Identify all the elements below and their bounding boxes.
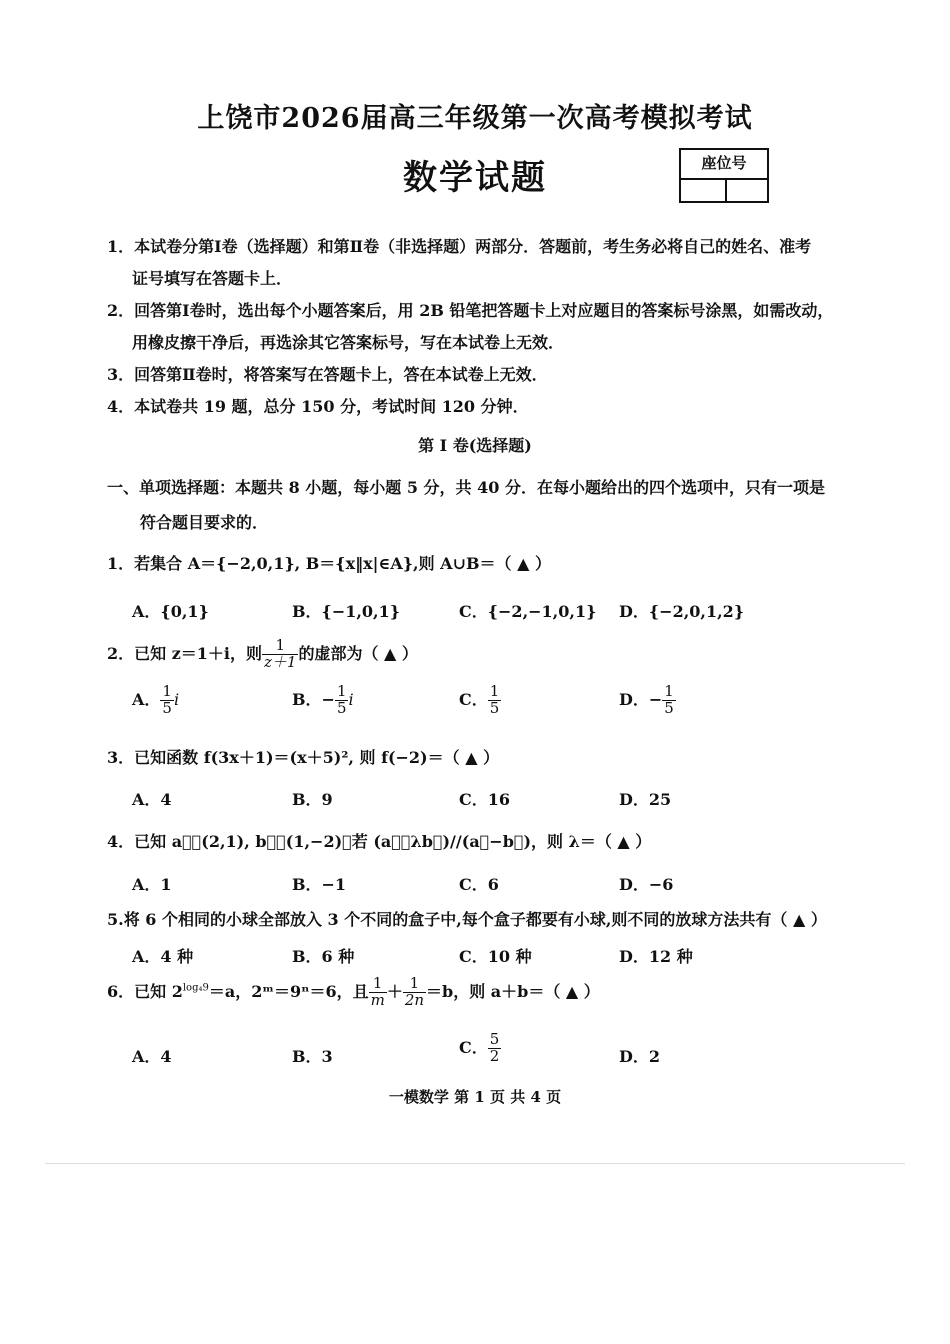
note-3: 3．回答第Ⅱ卷时，将答案写在答题卡上，答在本试卷上无效． (107, 365, 548, 384)
seat-number-box (679, 148, 769, 203)
q4-option-a: A．1 (132, 875, 172, 894)
q2-option-a-label: A． (132, 689, 161, 709)
q6-option-d: D．2 (619, 1047, 661, 1066)
q2-option-d-frac (662, 684, 676, 717)
question-4-stem: 4．已知 a⃗＝(2,1), b⃗＝(1,−2)，若 (a⃗＋λb⃗)//(a⃗−b⃗)，则 λ＝（ ▲ ） (107, 832, 652, 851)
section-heading: 一、单项选择题：本题共 8 小题，每小题 5 分，共 40 分．在每小题给出的四个选项中，只有一项是 (107, 478, 825, 497)
question-1-stem: 1．若集合 A＝{−2,0,1}, B＝{x‖x|∈A},则 A∪B＝（ ▲ ） (107, 554, 551, 573)
q2-option-c (459, 684, 501, 717)
question-3-stem: 3．已知函数 f(3x＋1)＝(x＋5)², 则 f(−2)＝（ ▲ ） (107, 748, 500, 767)
q2-option-c-frac (488, 684, 502, 717)
q6-stem-mid: ＝a，2ᵐ＝9ⁿ＝6，且 (208, 981, 369, 1001)
q2-option-a-suffix: i (173, 689, 180, 709)
question-2-stem (107, 638, 418, 671)
seat-number-label: 座位号 (681, 150, 767, 180)
q3-option-c: C．16 (459, 790, 511, 809)
q2-fraction-den: z＋1 (264, 652, 297, 671)
q1-option-a: A．{0,1} (132, 602, 209, 621)
q2-option-d (619, 684, 676, 717)
seat-number-divider (725, 178, 727, 201)
q2-option-d-label: D． (619, 689, 649, 709)
q2-option-b-sign: − (321, 689, 335, 709)
q6-option-c-frac (488, 1032, 502, 1065)
q2-option-b-den: 5 (336, 698, 347, 717)
q2-stem-post: 的虚部为（ ▲ ） (298, 643, 418, 663)
q5-option-b: B．6 种 (292, 947, 355, 966)
q6-fraction-2-den: 2n (404, 990, 425, 1009)
question-5-stem: 5.将 6 个相同的小球全部放入 3 个不同的盒子中,每个盒子都要有小球,则不同的放球方法共有（ ▲ ） (107, 910, 827, 929)
q2-option-b-label: B． (292, 689, 322, 709)
q6-option-c-den: 2 (489, 1046, 500, 1065)
q6-option-c (459, 1032, 501, 1065)
note-2: 2．回答第Ⅰ卷时，选出每个小题答案后，用 2B 铅笔把答题卡上对应题目的答案标号涂黑，如需改动， (107, 301, 834, 320)
q6-option-b: B．3 (292, 1047, 333, 1066)
q6-option-a: A．4 (132, 1047, 172, 1066)
q2-option-d-den: 5 (664, 698, 674, 717)
q5-option-d: D．12 种 (619, 947, 693, 966)
part-title: 第 I 卷(选择题) (418, 436, 532, 455)
q1-option-b: B．{−1,0,1} (292, 602, 401, 621)
q2-option-c-num: 1 (489, 682, 500, 700)
q6-fraction-1 (369, 976, 387, 1009)
q2-option-a-num: 1 (162, 682, 172, 700)
q6-option-c-label: C． (459, 1037, 488, 1057)
page-divider (45, 1163, 905, 1164)
q2-option-b-frac (335, 684, 349, 717)
exam-title: 上饶市2026届高三年级第一次高考模拟考试 (197, 103, 753, 134)
q4-option-b: B．−1 (292, 875, 347, 894)
q4-option-d: D．−6 (619, 875, 674, 894)
page-footer: 一模数学 第 1 页 共 4 页 (388, 1088, 562, 1106)
note-1: 1．本试卷分第Ⅰ卷（选择题）和第Ⅱ卷（非选择题）两部分．答题前，考生务必将自己的姓名、准考 (107, 237, 812, 256)
q1-option-d: D．{−2,0,1,2} (619, 602, 745, 621)
q6-fraction-1-den: m (370, 990, 385, 1009)
q6-plus: ＋ (386, 981, 403, 1001)
q2-option-a-den: 5 (162, 698, 172, 717)
question-6-stem (107, 976, 600, 1009)
q6-fraction-2-num: 1 (403, 976, 426, 993)
section-heading-cont: 符合题目要求的． (140, 513, 269, 532)
note-1-cont: 证号填写在答题卡上． (132, 269, 293, 288)
q5-option-c: C．10 种 (459, 947, 532, 966)
q2-fraction (262, 638, 298, 671)
q6-stem-post: ＝b，则 a＋b＝（ ▲ ） (426, 981, 600, 1001)
q6-option-c-num: 5 (489, 1030, 500, 1048)
q2-stem-pre: 2．已知 z＝1＋i，则 (107, 643, 263, 663)
q4-option-c: C．6 (459, 875, 499, 894)
q2-option-a-frac (160, 684, 174, 717)
q2-option-b-num: 1 (336, 682, 347, 700)
q6-stem-pre: 6．已知 2 (107, 981, 183, 1001)
q3-option-a: A．4 (132, 790, 172, 809)
q2-option-c-label: C． (459, 689, 488, 709)
q3-option-b: B．9 (292, 790, 333, 809)
q5-option-a: A．4 种 (132, 947, 194, 966)
q2-option-d-sign: − (648, 689, 663, 709)
q6-fraction-1-num: 1 (369, 976, 387, 993)
note-4: 4．本试卷共 19 题，总分 150 分，考试时间 120 分钟． (107, 397, 529, 416)
q6-fraction-2 (403, 976, 426, 1009)
subject-title: 数学试题 (403, 158, 547, 198)
note-2-cont: 用橡皮擦干净后，再选涂其它答案标号，写在本试卷上无效． (132, 333, 565, 352)
q2-option-b-suffix: i (348, 689, 354, 709)
q2-fraction-num: 1 (262, 638, 298, 655)
q3-option-d: D．25 (619, 790, 672, 809)
q2-option-b (292, 684, 354, 717)
q2-option-c-den: 5 (489, 698, 500, 717)
q6-exponent: log₄9 (182, 982, 209, 994)
q2-option-d-num: 1 (664, 682, 674, 700)
q1-option-c: C．{−2,−1,0,1} (459, 602, 597, 621)
q2-option-a (132, 684, 179, 717)
